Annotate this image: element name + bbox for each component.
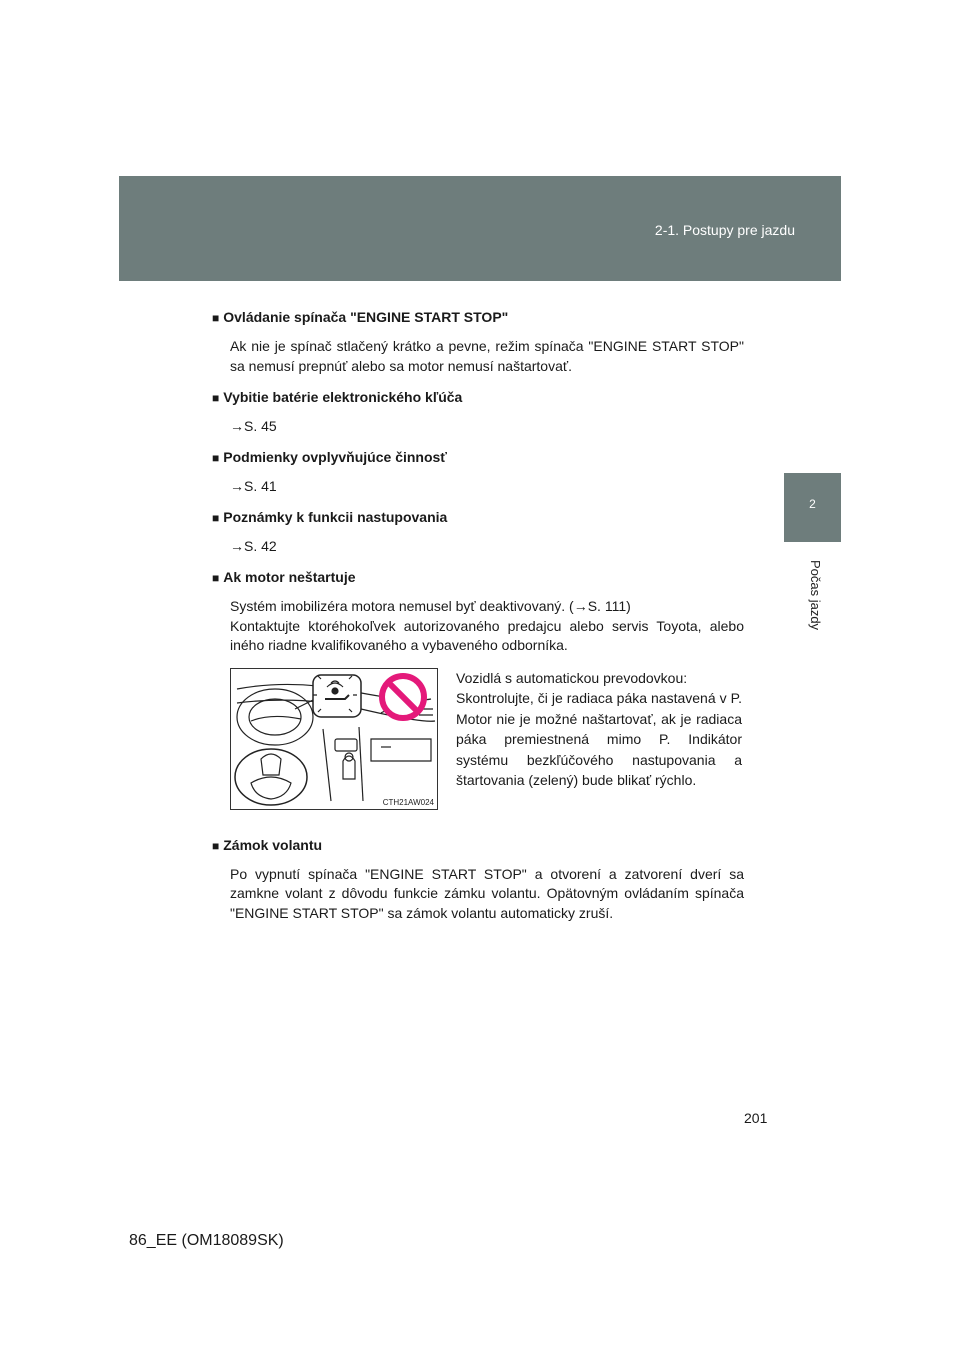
section-text: Po vypnutí spínača "ENGINE START STOP" a otvorení a zatvorení dverí sa zamkne volant z dôvodu funkcie zámku volantu. Opätovným ovládaním spínača "ENGINE START STOP" sa zámok volantu automaticky zruší.	[230, 865, 744, 921]
page-reference: →S. 45	[230, 418, 277, 434]
figure-block	[212, 668, 744, 836]
dashboard-illustration	[230, 668, 438, 810]
section-heading: ■ Zámok volantu	[212, 836, 323, 853]
chapter-number: 2	[809, 497, 816, 511]
section-heading: ■ Ak motor neštartuje	[212, 569, 356, 585]
bullet-square-icon: ■	[212, 311, 220, 325]
chapter-label: Počas jazdy	[808, 559, 823, 631]
page-reference: →S. 41	[230, 478, 277, 494]
section-text: Systém imobilizéra motora nemusel byť deaktivovaný. (→S. 111)	[230, 598, 631, 614]
bullet-square-icon: ■	[212, 838, 220, 853]
page-reference: →S. 42	[230, 538, 277, 554]
chapter-tab	[784, 473, 841, 542]
section-text: Ak nie je spínač stlačený krátko a pevne, režim spínača "ENGINE START STOP" sa nemusí prepnúť alebo sa motor nemusí naštartovať.	[230, 338, 744, 374]
figure-caption-title: Vozidlá s automatickou prevodovkou:	[456, 669, 688, 686]
header-band	[119, 176, 841, 281]
section-title: 2-1. Postupy pre jazdu	[654, 222, 795, 238]
bullet-square-icon: ■	[212, 451, 220, 465]
bullet-square-icon: ■	[212, 571, 220, 585]
dashboard-drawing	[231, 669, 437, 809]
section-heading: ■ Podmienky ovplyvňujúce činnosť	[212, 449, 448, 465]
figure-caption-text: Skontrolujte, či je radiaca páka nastavená v P. Motor nie je možné naštartovať, ak je radiaca páka premiestnená mimo P. Indikátor systému bezkľúčového nastupovania a štartovania (zelený) bude blikať rýchlo.	[456, 690, 742, 788]
bullet-square-icon: ■	[212, 391, 220, 405]
section-heading: ■ Ovládanie spínača "ENGINE START STOP"	[212, 309, 509, 325]
manual-code: 86_EE (OM18089SK)	[129, 1232, 284, 1249]
prohibition-icon	[382, 676, 424, 718]
section-text: Kontaktujte ktoréhokoľvek autorizovaného predajcu alebo servis Toyota, alebo iného riadne kvalifikovaného a vybaveného odborníka.	[230, 617, 744, 653]
page-number: 201	[744, 1110, 768, 1126]
bullet-square-icon: ■	[212, 511, 220, 525]
figure-code: CTH21AW024	[382, 797, 434, 807]
section-heading: ■ Vybitie batérie elektronického kľúča	[212, 389, 463, 405]
section-heading: ■ Poznámky k funkcii nastupovania	[212, 509, 448, 525]
page-content	[212, 308, 744, 923]
figure-caption	[456, 668, 742, 791]
